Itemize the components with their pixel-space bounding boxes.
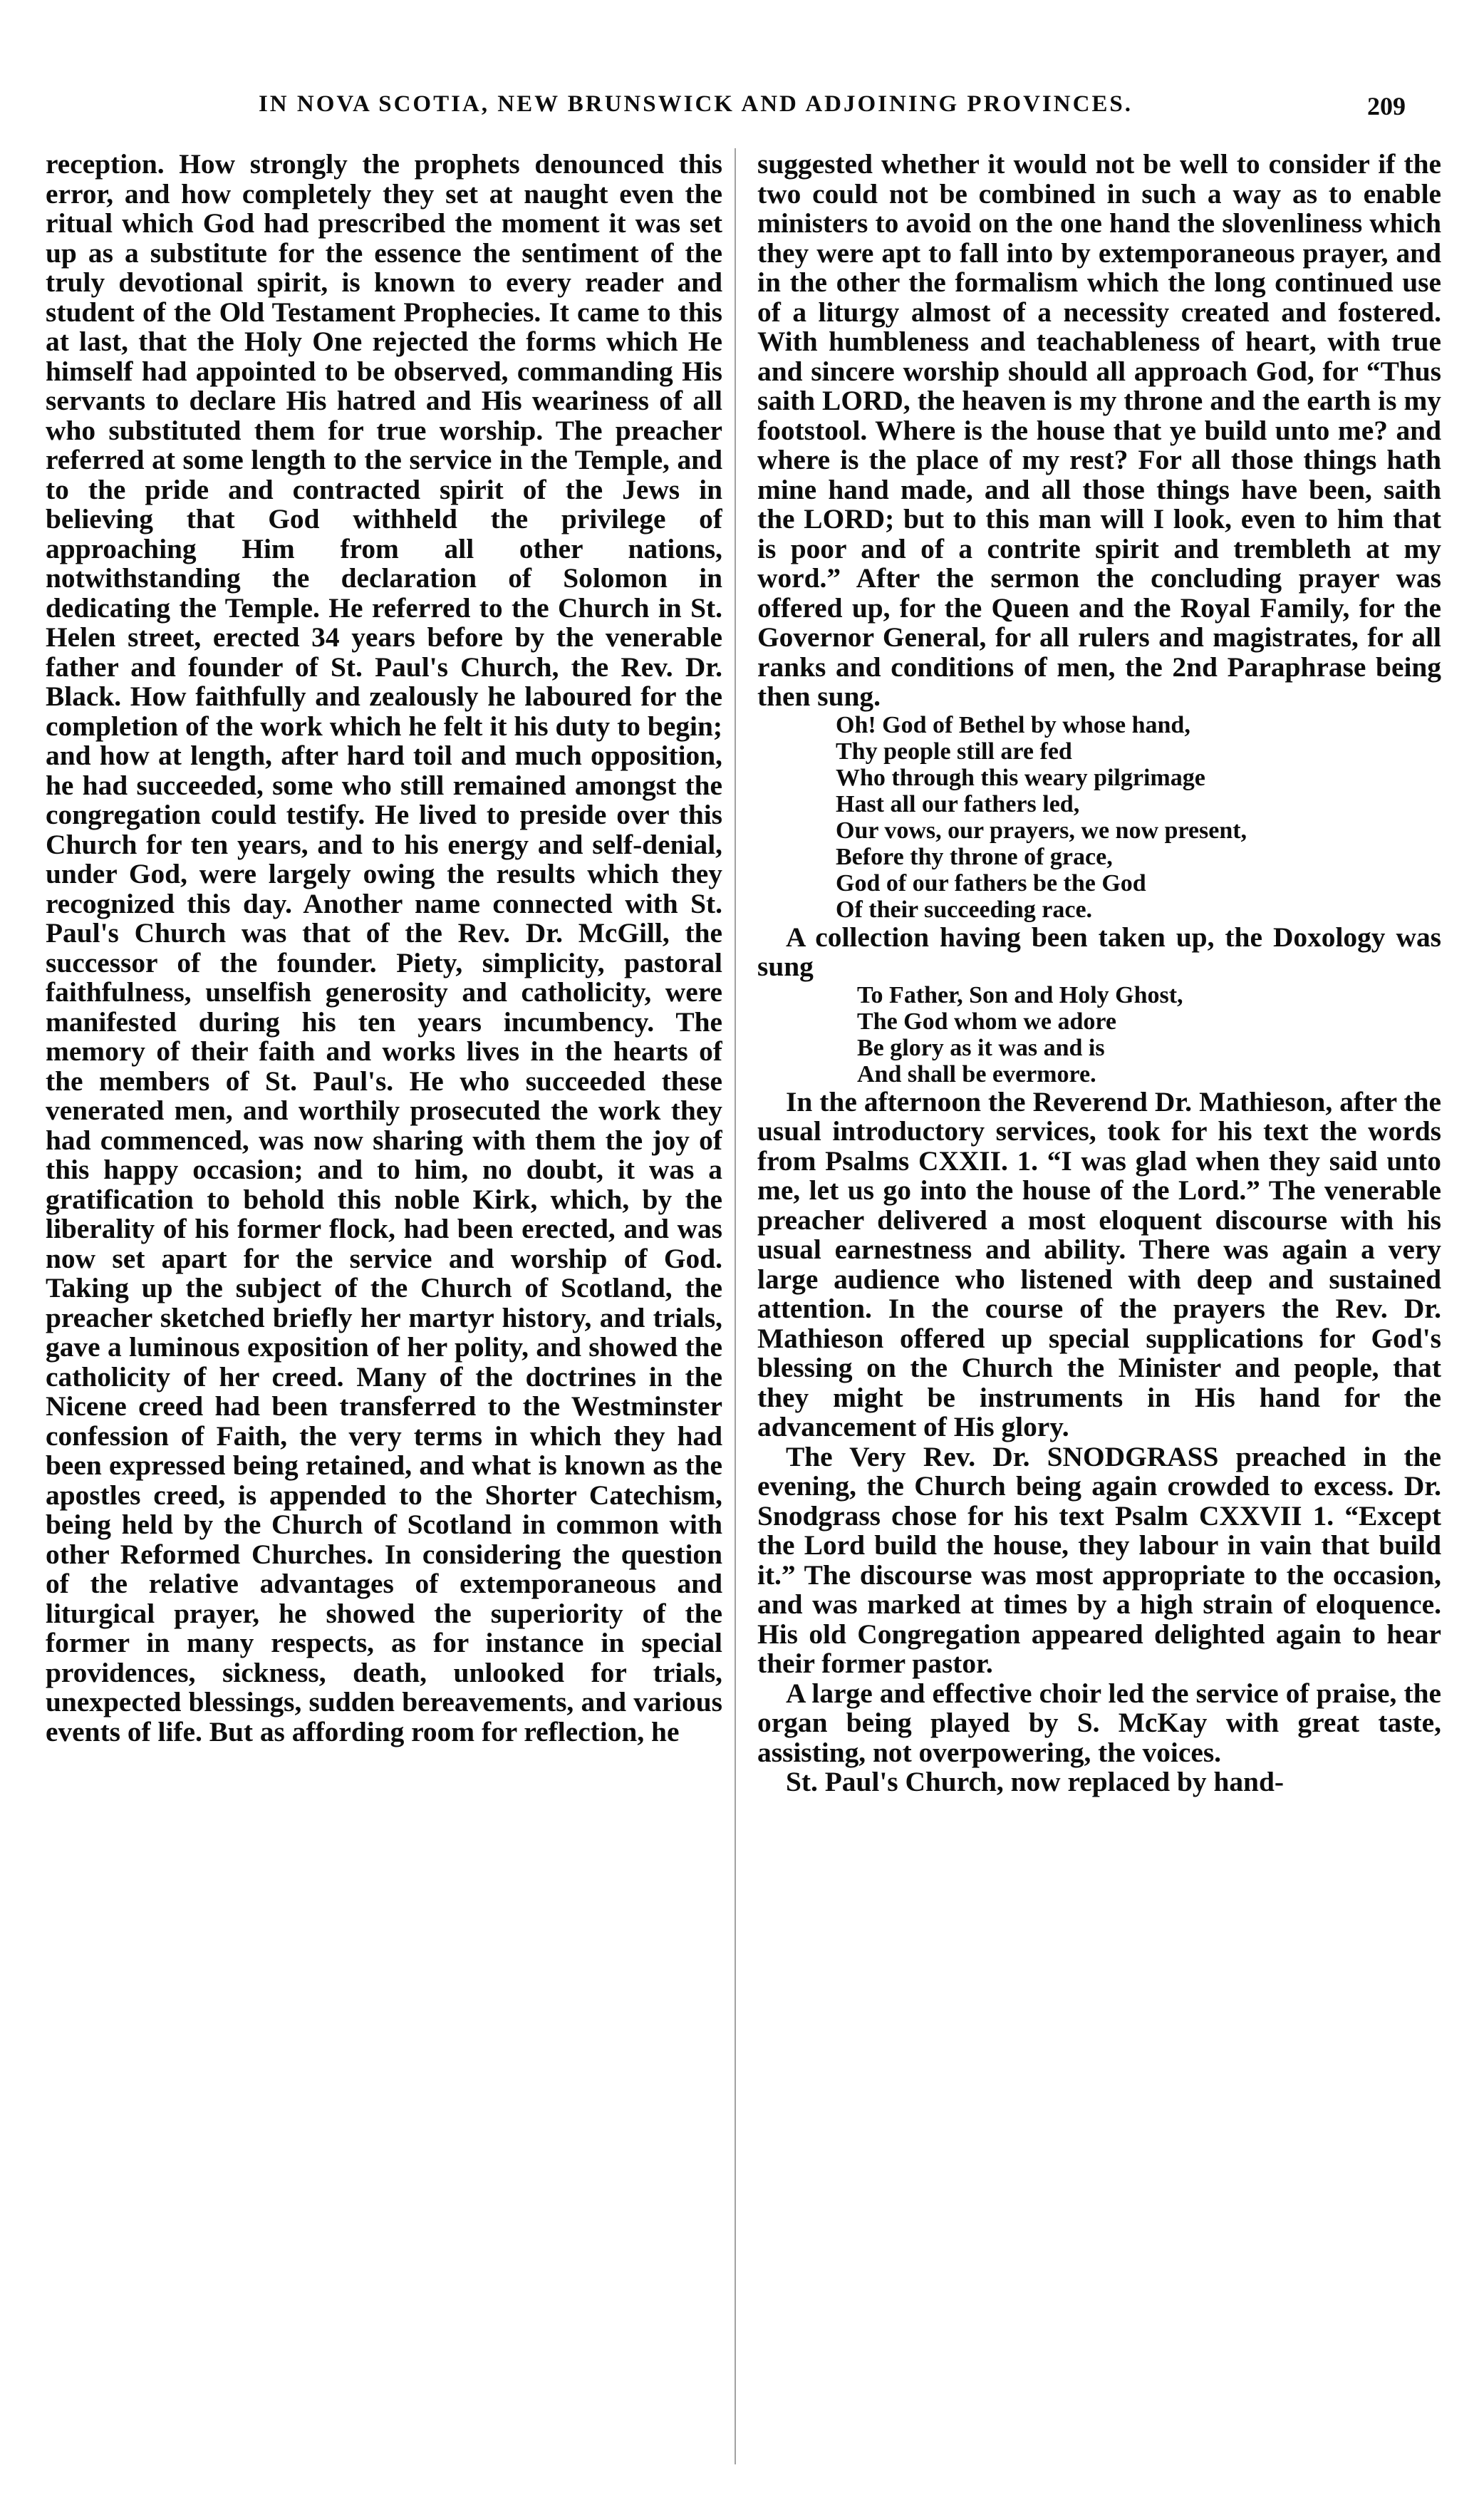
left-column bbox=[46, 150, 722, 2473]
left-column-paragraph: reception. How strongly the prophets denounced this error, and how completely they set at naught even the ritual which God had prescribed the moment it was set up as a substitute for the essence the sentiment of the truly devotional spirit, is known to every reader and student of the Old Testament Prophecies. It came to this at last, that the Holy One rejected the forms which He himself had appointed to be observed, commanding His servants to declare His hatred and His weariness of all who substituted them for true worship. The preacher referred at some length to the service in the Temple, and to the pride and contracted spirit of the Jews in believing that God withheld the privilege of approaching Him from all other nations, notwithstanding the declaration of Solomon in dedicating the Temple. He referred to the Church in St. Helen street, erected 34 years before by the venerable father and founder of St. Paul's Church, the Rev. Dr. Black. How faithfully and zealously he laboured for the completion of the work which he felt it his duty to begin; and how at length, after hard toil and much opposition, he had succeeded, some who still remained amongst the congregation could testify. He lived to preside over this Church for ten years, and to his energy and self-denial, under God, were largely owing the results which they recognized this day. Another name connected with St. Paul's Church was that of the Rev. Dr. McGill, the successor of the founder. Piety, simplicity, pastoral faithfulness, unselfish generosity and catholicity, were manifested during his ten years incumbency. The memory of their faith and works lives in the hearts of the members of St. Paul's. He who succeeded these venerated men, and worthily prosecuted the work they had commenced, was now sharing with them the joy of this happy occasion; and to him, no doubt, it was a gratification to behold this noble Kirk, which, by the liberality of his former flock, had been erected, and was now set apart for the service and worship of God. Taking up the subject of the Church of Scotland, the preacher sketched briefly her martyr history, and trials, gave a luminous exposition of her polity, and showed the catholicity of her creed. Many of the doctrines in the Nicene creed had been transferred to the Westminster confession of Faith, the very terms in which they had been expressed being retained, and what is known as the apostles creed, is appended to the Shorter Catechism, being held by the Church of Scotland in common with other Reformed Churches. In considering the question of the relative advantages of extemporaneous and liturgical prayer, he showed the superiority of the former in many respects, as for instance in special providences, sickness, death, unlooked for trials, unexpected blessings, sudden bereavements, and various events of life. But as affording room for reflection, he bbox=[46, 150, 722, 1747]
collection-paragraph: A collection having been taken up, the Doxology was sung bbox=[757, 921, 1441, 982]
evening-service-paragraph: The Very Rev. Dr. SNODGRASS preached in the evening, the Church being again crowded to excess. Dr. Snodgrass chose for his text Psalm CXXVII 1. “Except the Lord build the house, they labour in vain that build it.” The discourse was most appropriate to the occasion, and was marked at times by a high strain of eloquence. His old Congregation appeared delighted again to hear their former pastor. bbox=[757, 1440, 1441, 1679]
hymn-line: Hast all our fathers led, bbox=[836, 790, 1080, 817]
hymn-line: Who through this weary pilgrimage bbox=[836, 764, 1205, 791]
afternoon-service-paragraph: In the afternoon the Reverend Dr. Mathieson, after the usual introductory services, took for his text the words from Psalms CXXII. 1. “I was glad when they said unto me, let us go into the house of the Lord.” The venerable preacher delivered a most eloquent discourse with his usual earnestness and ability. There was again a very large audience who listened with deep and sustained attention. In the course of the prayers the Rev. Dr. Mathieson offered up special supplications for God's blessing on the Church the Minister and people, that they might be instruments in His hand for the advancement of His glory. bbox=[757, 1085, 1441, 1442]
page-number: 209 bbox=[1367, 92, 1406, 120]
hymn-line: Our vows, our prayers, we now present, bbox=[836, 817, 1247, 844]
doxology-line: Be glory as it was and is bbox=[857, 1034, 1105, 1061]
hymn-line: Of their succeeding race. bbox=[836, 896, 1093, 923]
doxology-line: To Father, Son and Holy Ghost, bbox=[857, 981, 1183, 1008]
hymn-line: Thy people still are fed bbox=[836, 738, 1072, 765]
hymn-line: Before thy throne of grace, bbox=[836, 843, 1113, 870]
column-divider bbox=[735, 148, 736, 2464]
paraphrase-hymn bbox=[757, 712, 1441, 923]
choir-paragraph: A large and effective choir led the service of praise, the organ being played by S. McKay with great taste, assisting, not overpowering, the voices. bbox=[757, 1677, 1441, 1768]
running-head bbox=[85, 91, 1406, 134]
doxology-line: And shall be evermore. bbox=[857, 1060, 1096, 1088]
sermon-continuation-paragraph: suggested whether it would not be well to consider if the two could not be combined in such a way as to enable ministers to avoid on the one hand the slovenliness which they were apt to fall into by extemporaneous prayer, and in the other the formalism which the long continued use of a liturgy almost of a necessity created and fostered. With humbleness and teachableness of heart, with true and sincere worship should all approach God, for “Thus saith LORD, the heaven is my throne and the earth is my footstool. Where is the house that ye build unto me? and where is the place of my rest? For all those things hath mine hand made, and all those things have been, saith the LORD; but to this man will I look, even to him that is poor and of a contrite spirit and trembleth at my word.” After the sermon the concluding prayer was offered up, for the Queen and the Royal Family, for the Governor General, for all rulers and magistrates, for all ranks and conditions of men, the 2nd Paraphrase being then sung. bbox=[757, 150, 1441, 712]
hymn-line: God of our fathers be the God bbox=[836, 869, 1146, 897]
running-title: IN NOVA SCOTIA, NEW BRUNSWICK AND ADJOINING PROVINCES. bbox=[258, 91, 1133, 117]
hymn-line: Oh! God of Bethel by whose hand, bbox=[836, 711, 1190, 738]
right-column bbox=[757, 150, 1441, 2473]
doxology-line: The God whom we adore bbox=[857, 1008, 1116, 1035]
closing-paragraph: St. Paul's Church, now replaced by hand- bbox=[786, 1766, 1284, 1797]
doxology bbox=[757, 982, 1441, 1088]
